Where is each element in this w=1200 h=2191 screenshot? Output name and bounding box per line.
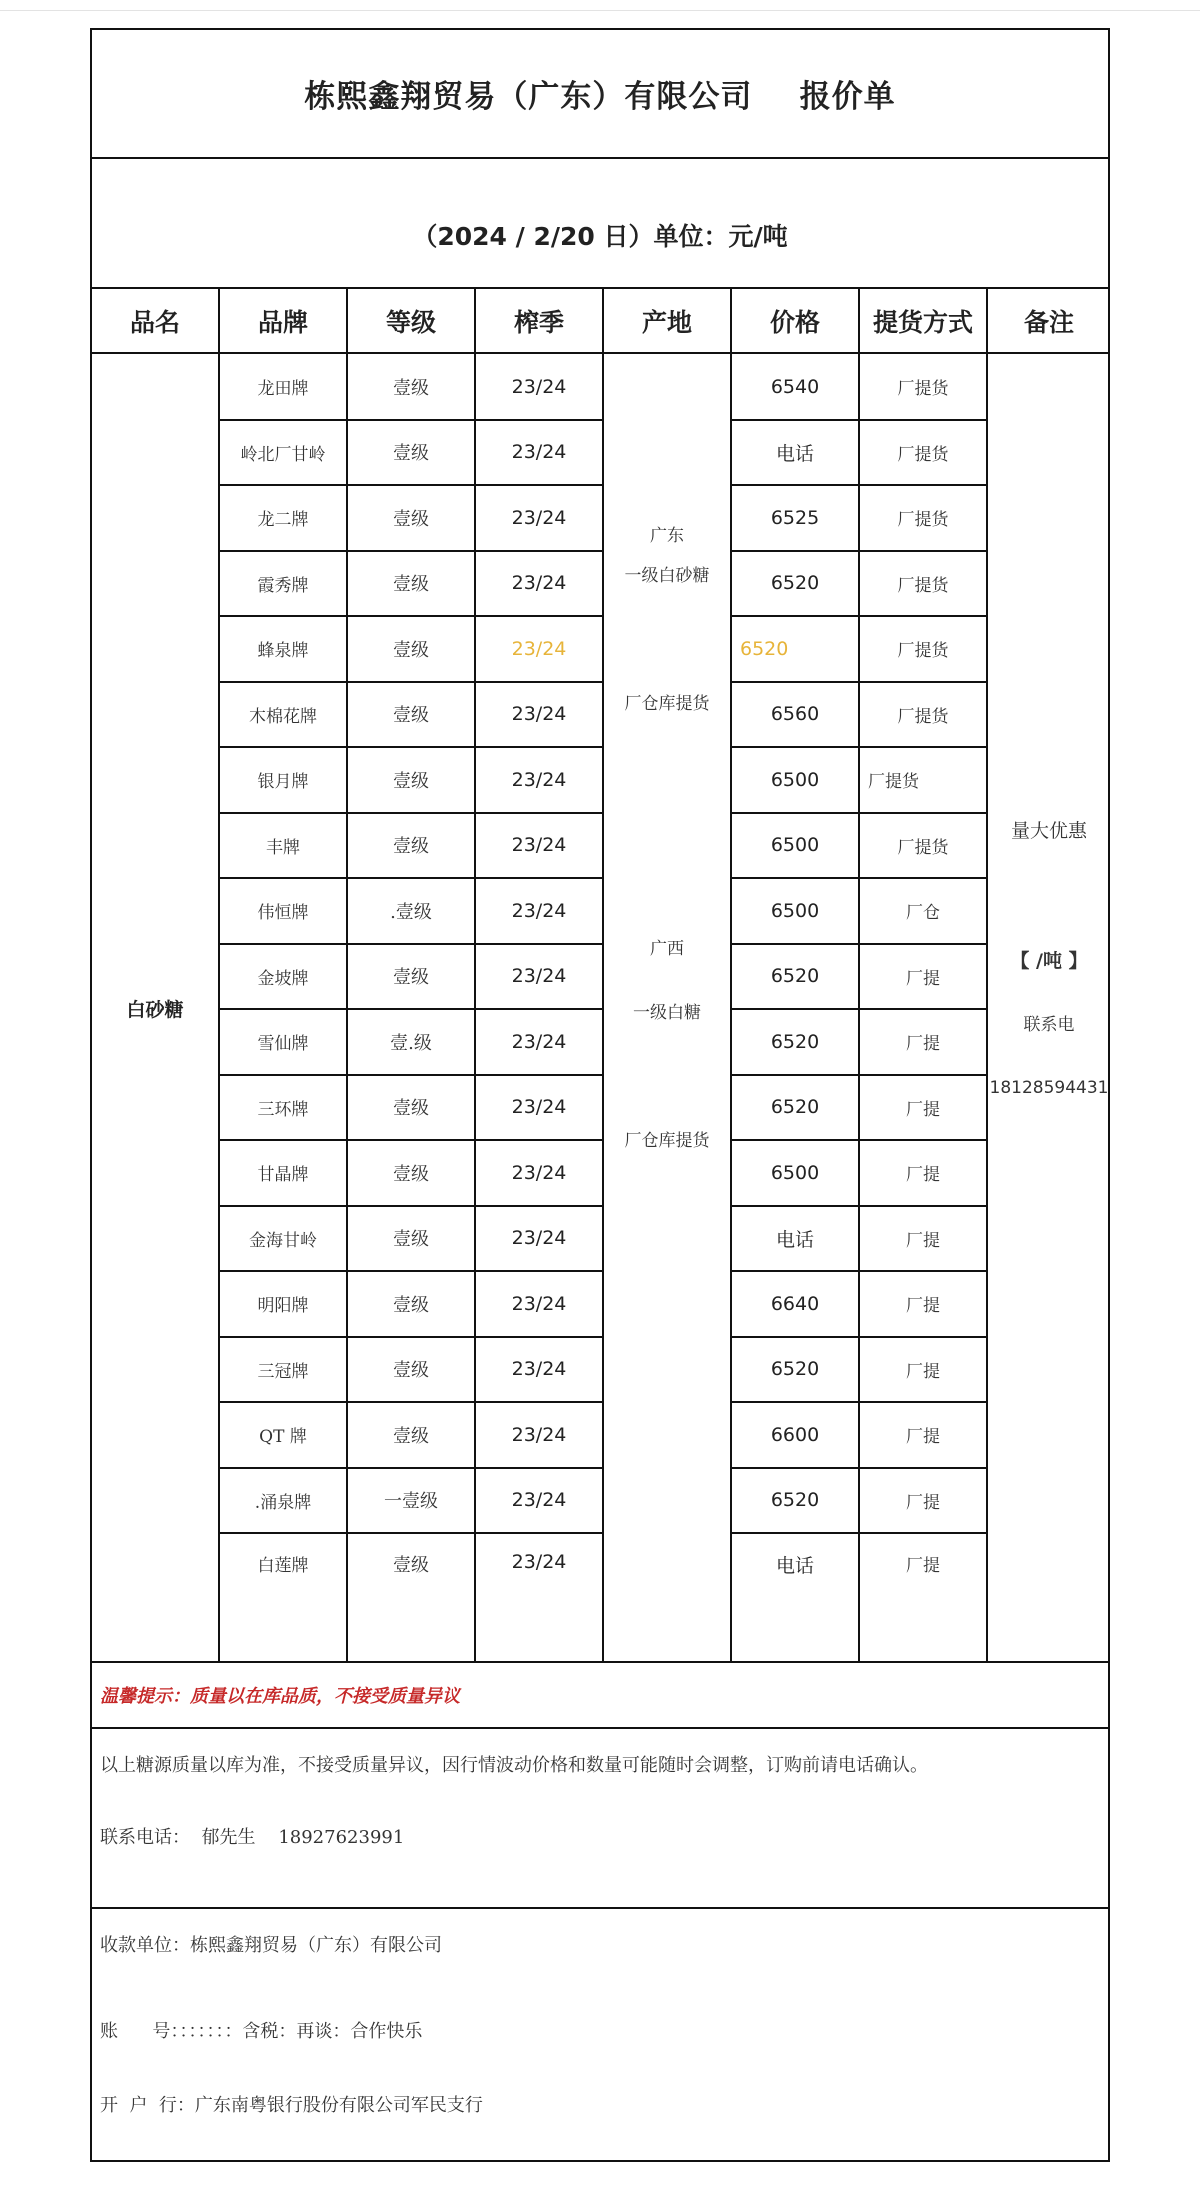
header-grade: 等级 [385, 307, 436, 337]
cell-season: 23/24 [511, 441, 567, 464]
cell-grade: 壹级 [393, 639, 429, 661]
cell-pickup: 厂提货 [897, 706, 949, 727]
header-season: 榨季 [513, 307, 564, 337]
cell-season: 23/24 [511, 1489, 567, 1512]
cell-grade: 壹级 [393, 508, 429, 530]
origin-province: 广西 [650, 939, 684, 959]
cell-pickup: 厂提货 [897, 641, 949, 662]
cell-brand: 龙田牌 [257, 379, 309, 400]
cell-pickup: 厂提货 [897, 575, 949, 596]
cell-brand: 雪仙牌 [257, 1034, 309, 1055]
cell-season: 23/24 [511, 637, 567, 660]
cell-season: 23/24 [511, 1227, 567, 1250]
cell-price: 电话 [775, 442, 814, 465]
cell-pickup: 厂提货 [868, 772, 919, 793]
quotation-sheet [90, 28, 1110, 2162]
cell-season: 23/24 [511, 1161, 567, 1184]
header-product: 品名 [129, 307, 180, 337]
cell-price: 6500 [770, 899, 820, 922]
cell-season: 23/24 [511, 375, 567, 398]
cell-pickup: 厂提货 [897, 444, 949, 465]
cell-price: 6520 [770, 572, 820, 595]
cell-pickup: 厂提 [906, 1296, 940, 1317]
cell-pickup: 厂提 [906, 1034, 940, 1055]
cell-grade: 壹.级 [390, 1032, 432, 1054]
col-divider [602, 289, 604, 1663]
cell-price: 6500 [770, 768, 820, 791]
contact-phone: 联系电话： 郁先生 18927623991 [100, 1827, 405, 1848]
table-bottom-border [92, 1661, 1108, 1663]
cell-brand: 蜂泉牌 [257, 641, 309, 662]
remark-discount: 量大优惠 [1010, 820, 1087, 842]
cell-brand: 白莲牌 [257, 1556, 309, 1576]
table-header [92, 289, 1108, 354]
cell-grade: 壹级 [393, 443, 429, 465]
cell-grade: 壹级 [393, 770, 429, 792]
remark-per-ton: 【 /吨 】 [1010, 950, 1088, 972]
cell-brand: QT 牌 [259, 1427, 307, 1448]
cell-brand: 三冠牌 [257, 1361, 309, 1382]
cell-pickup: 厂提 [906, 1556, 940, 1576]
cell-season: 23/24 [511, 965, 567, 988]
cell-price: 6500 [770, 1161, 820, 1184]
cell-brand: 银月牌 [257, 772, 309, 793]
cell-pickup: 厂仓 [906, 903, 940, 924]
remark-phone: 18128594431 [989, 1078, 1109, 1098]
cell-pickup: 厂提货 [897, 379, 949, 400]
cell-price: 6520 [770, 1096, 820, 1119]
cell-brand: 金坡牌 [257, 968, 309, 989]
cell-grade: 壹级 [393, 1098, 429, 1120]
origin-province: 广东 [650, 526, 684, 546]
cell-grade: 壹级 [393, 1425, 429, 1447]
cell-price: 6560 [770, 703, 820, 726]
cell-season: 23/24 [511, 899, 567, 922]
account-number: 账 号：：：：：：：含税：再谈：合作快乐 [100, 2021, 423, 2042]
cell-price: 6520 [770, 1358, 820, 1381]
bank-name: 开 户 行：广东南粤银行股份有限公司军民支行 [100, 2095, 483, 2116]
remark-contact-label: 联系电 [1023, 1015, 1075, 1035]
product-name: 白砂糖 [126, 999, 184, 1021]
cell-season: 23/24 [511, 703, 567, 726]
cell-pickup: 厂提 [906, 1230, 940, 1251]
cell-grade: 壹级 [393, 836, 429, 858]
page-top-edge [0, 0, 1200, 11]
terms-text: 以上糖源质量以库为准，不接受质量异议，因行情波动价格和数量可能随时会调整，订购前请电话确认。 [100, 1755, 928, 1776]
header-price: 价格 [769, 307, 820, 337]
cell-price: 电话 [775, 1555, 814, 1577]
cell-brand: 伟恒牌 [257, 903, 309, 924]
page-title: 栋熙鑫翔贸易（广东）有限公司 报价单 [92, 30, 1108, 159]
col-divider [986, 289, 988, 1663]
cell-grade: 壹级 [393, 1229, 429, 1251]
header-remark: 备注 [1023, 307, 1074, 337]
cell-pickup: 厂提 [906, 1492, 940, 1513]
cell-price: 6520 [770, 965, 820, 988]
origin-guangxi [604, 935, 730, 1155]
cell-season: 23/24 [511, 768, 567, 791]
header-origin: 产地 [641, 307, 692, 337]
cell-price: 6640 [770, 1292, 820, 1315]
origin-grade: 一级白砂糖 [624, 566, 710, 586]
origin-pickup: 厂仓库提货 [624, 1131, 710, 1151]
cell-season: 23/24 [511, 834, 567, 857]
cell-price: 6600 [770, 1423, 820, 1446]
cell-pickup: 厂提 [906, 968, 940, 989]
cell-grade: 壹级 [393, 1555, 429, 1576]
cell-brand: 木棉花牌 [249, 706, 317, 727]
cell-price: 6500 [770, 834, 820, 857]
payee: 收款单位：栋熙鑫翔贸易（广东）有限公司 [100, 1935, 442, 1956]
cell-grade: 壹级 [393, 1163, 429, 1185]
cell-season: 23/24 [511, 1096, 567, 1119]
cell-season: 23/24 [511, 1292, 567, 1315]
cell-brand: 丰牌 [266, 837, 300, 858]
cell-price: 6520 [770, 1489, 820, 1512]
cell-pickup: 厂提 [906, 1165, 940, 1186]
cell-price: 电话 [775, 1228, 814, 1251]
cell-grade: 壹级 [393, 1294, 429, 1316]
cell-pickup: 厂提 [906, 1099, 940, 1120]
cell-season: 23/24 [511, 1358, 567, 1381]
cell-grade: 一壹级 [384, 1491, 438, 1513]
payment-info [92, 1909, 1108, 2162]
cell-grade: 壹级 [393, 377, 429, 399]
header-brand: 品牌 [257, 307, 308, 337]
cell-pickup: 厂提 [906, 1427, 940, 1448]
cell-price: 6520 [770, 1030, 820, 1053]
cell-price: 6540 [770, 375, 820, 398]
cell-brand: 金海甘岭 [249, 1230, 317, 1251]
cell-grade: 壹级 [393, 574, 429, 596]
cell-pickup: 厂提货 [897, 837, 949, 858]
cell-brand: 霞秀牌 [257, 575, 309, 596]
cell-price: 6520 [740, 637, 789, 660]
cell-season: 23/24 [511, 572, 567, 595]
header-pickup: 提货方式 [872, 307, 973, 337]
cell-season: 23/24 [511, 506, 567, 529]
cell-season: 23/24 [511, 1030, 567, 1053]
origin-guangdong [604, 510, 730, 718]
cell-grade: 壹级 [393, 1360, 429, 1382]
cell-brand: 明阳牌 [257, 1296, 309, 1317]
date-unit-line: （2024 / 2/20 日）单位：元/吨 [92, 159, 1108, 289]
cell-pickup: 厂提货 [897, 510, 949, 531]
origin-grade: 一级白糖 [633, 1003, 701, 1023]
terms-section [92, 1729, 1108, 1909]
cell-brand: 三环牌 [257, 1099, 309, 1120]
cell-grade: .壹级 [390, 901, 432, 923]
quality-notice: 温馨提示：质量以在库品质，不接受质量异议 [92, 1663, 1108, 1729]
cell-grade: 壹级 [393, 705, 429, 727]
origin-pickup: 厂仓库提货 [624, 694, 710, 714]
cell-brand: 甘晶牌 [257, 1165, 309, 1186]
cell-price: 6525 [770, 506, 820, 529]
cell-brand: .涌泉牌 [254, 1492, 312, 1513]
cell-grade: 壹级 [393, 967, 429, 989]
cell-pickup: 厂提 [906, 1361, 940, 1382]
cell-season: 23/24 [511, 1551, 567, 1573]
cell-season: 23/24 [511, 1423, 567, 1446]
cell-brand: 龙二牌 [257, 510, 309, 531]
cell-brand: 岭北厂甘岭 [240, 444, 326, 465]
